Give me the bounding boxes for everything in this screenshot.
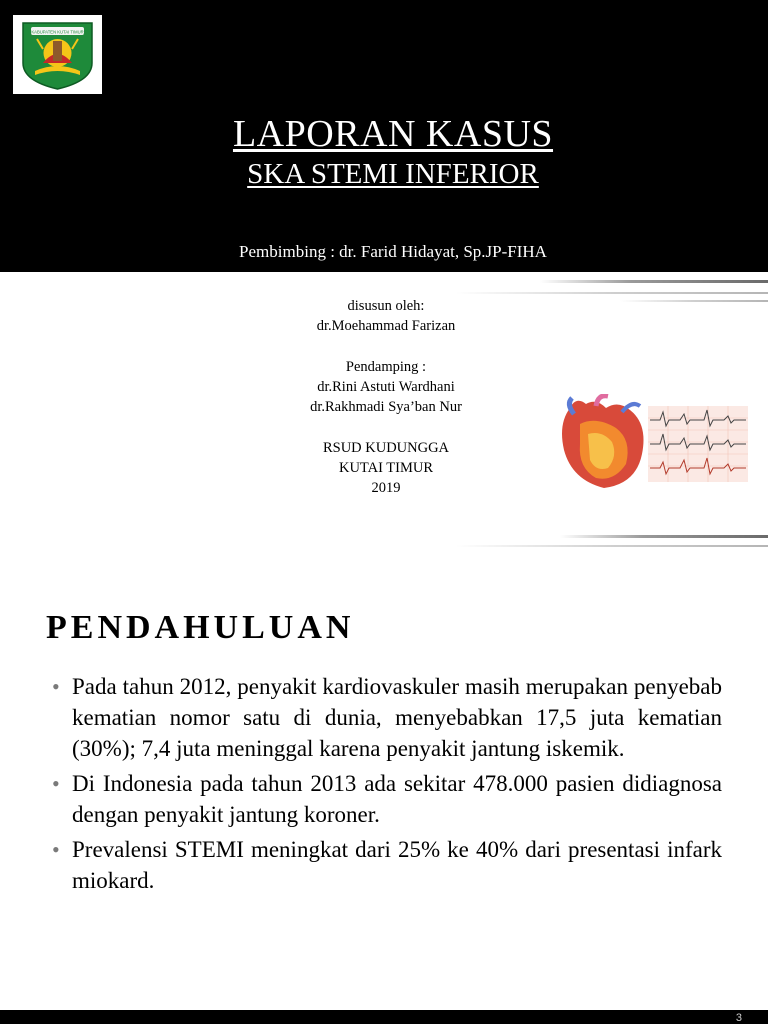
logo-text: KABUPATEN KUTAI TIMUR (31, 29, 84, 35)
bullet-item (52, 768, 722, 830)
bullet-icon: • (52, 771, 60, 796)
pendamping-1: dr.Rini Astuti Wardhani (317, 379, 455, 395)
hospital-name: RSUD KUDUNGGA (322, 440, 450, 456)
next-slide-band (0, 1010, 768, 1024)
bullet-icon: • (52, 674, 60, 699)
regency-logo (13, 15, 102, 94)
bullet-icon: • (52, 837, 60, 862)
heart-ecg-image (556, 394, 752, 494)
bullet-text: Pada tahun 2012, penyakit kardiovaskuler masih merupakan penyebab kematian nomor satu di dunia, menyebabkan 17,5 juta kematian (30%); 7,4 juta meninggal karena penyakit jantung iskemik. (72, 674, 722, 761)
decor-stripe (560, 535, 768, 538)
decor-stripe (456, 292, 768, 294)
slide-title: LAPORAN KASUS (232, 113, 554, 155)
content-slide (0, 505, 768, 1024)
bullet-item (52, 834, 722, 896)
title-slide (0, 0, 768, 505)
bullet-text: Prevalensi STEMI meningkat dari 25% ke 40% dari presentasi infark miokard. (72, 837, 722, 893)
bullet-list (52, 671, 722, 900)
region-name: KUTAI TIMUR (338, 460, 434, 476)
bullet-item (52, 671, 722, 764)
decor-stripe (620, 300, 768, 302)
disusun-label: disusun oleh: (347, 298, 425, 314)
pendamping-label: Pendamping : (345, 359, 427, 375)
author-name: dr.Moehammad Farizan (316, 318, 456, 334)
year: 2019 (371, 480, 401, 496)
slide-number: 3 (735, 1012, 742, 1024)
bullet-text: Di Indonesia pada tahun 2013 ada sekitar 478.000 pasien didiagnosa dengan penyakit jantung koroner. (72, 771, 722, 827)
pendamping-2: dr.Rakhmadi Sya’ban Nur (310, 399, 462, 415)
section-heading: PENDAHULUAN (46, 609, 355, 646)
slide-subtitle: SKA STEMI INFERIOR (247, 158, 539, 190)
supervisor-line: Pembimbing : dr. Farid Hidayat, Sp.JP-FIHA (239, 242, 547, 261)
decor-stripe (456, 545, 768, 547)
decor-stripe (540, 280, 768, 283)
